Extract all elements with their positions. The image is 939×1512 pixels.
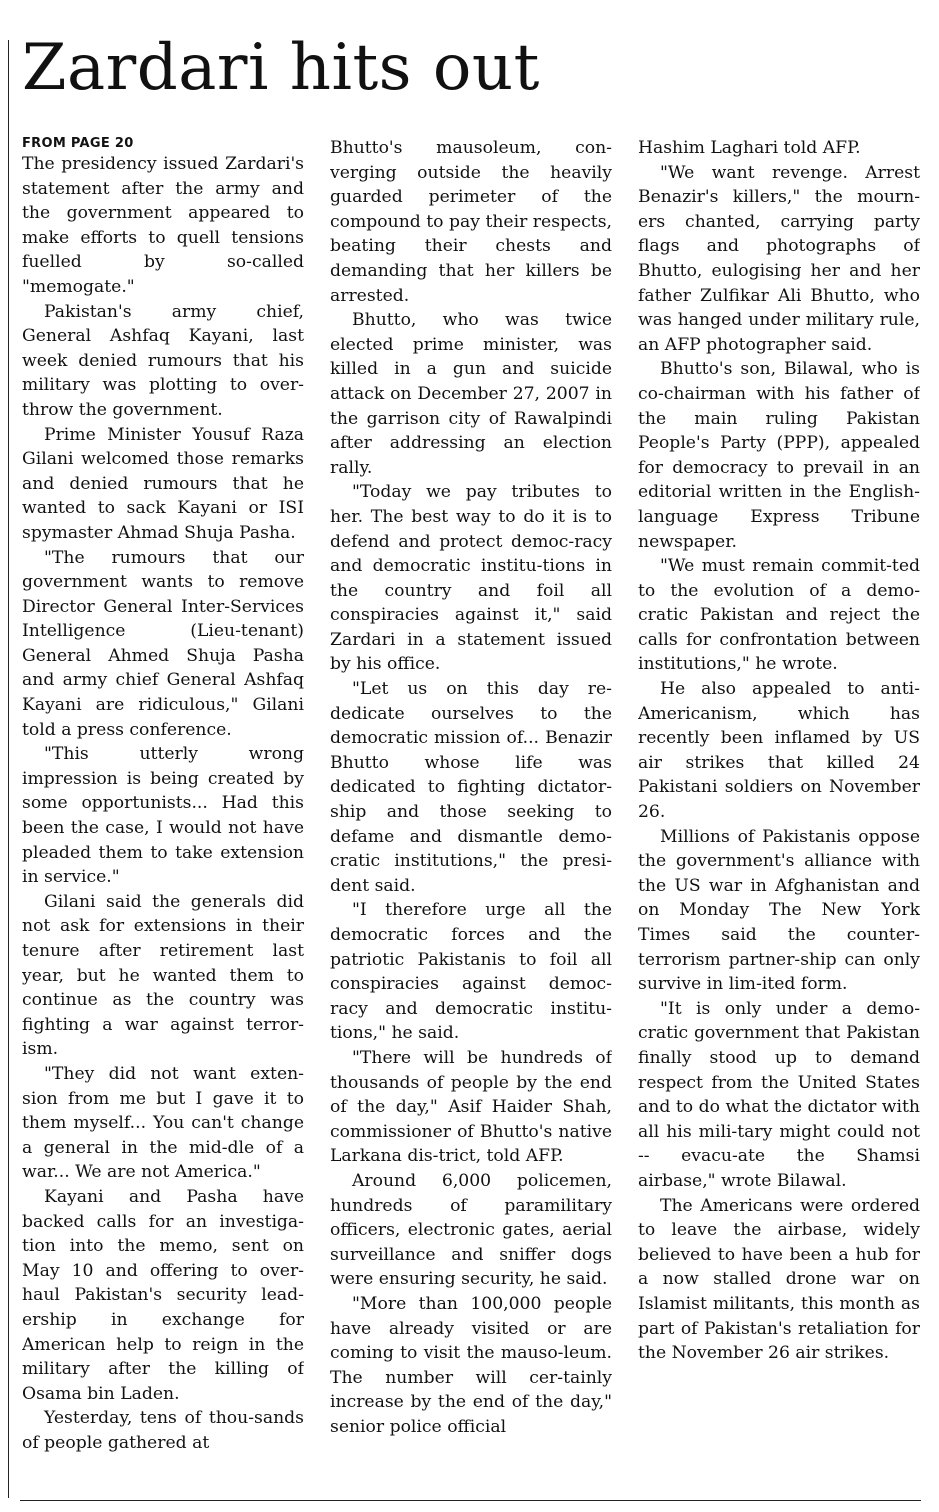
- paragraph: "We must remain commit-ted to the evolution of a demo-cratic Pakistan and reject the calls for confrontation between institutions," he wrote.: [638, 556, 920, 675]
- paragraph: "The rumours that our government wants to remove Director General Inter-Services Intelligence (Lieu-tenant) General Ahmed Shuja Pasha and army chief General Ashfaq Kayani are ridiculous," Gilani told a press conference.: [22, 547, 304, 740]
- paragraph: Bhutto's mausoleum, con-verging outside the heavily guarded perimeter of the compound to pay their respects, beating their chests and demanding that her killers be arrested.: [330, 138, 612, 306]
- paragraph: "They did not want exten-sion from me but I gave it to them myself... You can't change a general in the mid-dle of a war... We are not America.": [22, 1063, 304, 1183]
- paragraph: Millions of Pakistanis oppose the government's alliance with the US war in Afghanistan and on Monday The New York Times said the counter-terrorism partner-ship can only survive in lim-ited form.: [638, 826, 920, 995]
- paragraph: Kayani and Pasha have backed calls for an investiga-tion into the memo, sent on May 10 and offering to over-haul Pakistan's security lead-ership in exchange for American help to reign in the military after the killing of Osama bin Laden.: [22, 1186, 304, 1404]
- paragraph: "It is only under a demo-cratic government that Pakistan finally stood up to demand respect from the United States and to do what the dictator with all his mili-tary might could not -- evacu-ate the Shamsi airbase," wrote Bilawal.: [638, 998, 920, 1191]
- left-column-rule: [8, 40, 9, 1498]
- paragraph: The presidency issued Zardari's statement after the army and the government appeared to make efforts to quell tensions fuelled by so-called "memogate.": [22, 154, 304, 297]
- paragraph: Around 6,000 policemen, hundreds of paramilitary officers, electronic gates, aerial surveillance and sniffer dogs were ensuring security, he said.: [330, 1170, 612, 1290]
- paragraph: "We want revenge. Arrest Benazir's killers," the mourn-ers chanted, carrying party flags and photographs of Bhutto, eulogising her and her father Zulfikar Ali Bhutto, who was hanged under military rule, an AFP photographer said.: [638, 162, 920, 355]
- paragraph: "This utterly wrong impression is being created by some opportunists... Had this been the case, I would not have pleaded them to take extension in service.": [22, 744, 304, 888]
- paragraph: "There will be hundreds of thousands of people by the end of the day," Asif Haider Shah, commissioner of Bhutto's native Larkana dis-trict, told AFP.: [330, 1047, 612, 1167]
- headline: Zardari hits out: [22, 31, 540, 105]
- page-continuation-kicker: FROM PAGE 20: [22, 136, 134, 151]
- paragraph: Gilani said the generals did not ask for extensions in their tenure after retirement last year, but he wanted them to continue as the country was fighting a war against terror-ism.: [22, 891, 304, 1060]
- paragraph: Bhutto, who was twice elected prime minister, was killed in a gun and suicide attack on December 27, 2007 in the garrison city of Rawalpindi after addressing an election rally.: [330, 310, 612, 478]
- paragraph: Pakistan's army chief, General Ashfaq Kayani, last week denied rumours that his military was plotting to over-throw the government.: [22, 301, 304, 420]
- bottom-rule: [20, 1500, 921, 1501]
- paragraph: Prime Minister Yousuf Raza Gilani welcomed those remarks and denied rumours that he wanted to sack Kayani or ISI spymaster Ahmad Shuja Pasha.: [22, 424, 304, 543]
- paragraph: Yesterday, tens of thou-sands of people gathered at: [22, 1408, 304, 1453]
- paragraph: Bhutto's son, Bilawal, who is co-chairman with his father of the main ruling Pakistan People's Party (PPP), appealed for democracy to prevail in an editorial written in the English-language Express Tribune newspaper.: [638, 359, 920, 552]
- article-column-1: [22, 136, 304, 1496]
- paragraph: "Let us on this day re-dedicate ourselves to the democratic mission of... Benazir Bhutto whose life was dedicated to fighting dictator-ship and those seeking to defame and dismantle demo-cratic institutions," the presi-dent said.: [330, 679, 612, 896]
- paragraph: The Americans were ordered to leave the airbase, widely believed to have been a hub for a now stalled drone war on Islamist militants, this month as part of Pakistan's retaliation for the November 26 air strikes.: [638, 1195, 920, 1364]
- paragraph: "More than 100,000 people have already visited or are coming to visit the mauso-leum. The number will cer-tainly increase by the end of the day," senior police official: [330, 1293, 612, 1437]
- article-column-3: [638, 136, 920, 1496]
- paragraph: Hashim Laghari told AFP.: [638, 138, 861, 158]
- paragraph: "I therefore urge all the democratic forces and the patriotic Pakistanis to foil all conspiracies against democ-racy and democratic institu-tions," he said.: [330, 900, 612, 1044]
- article-column-2: [330, 136, 612, 1496]
- paragraph: He also appealed to anti-Americanism, which has recently been inflamed by US air strikes that killed 24 Pakistani soldiers on November 26.: [638, 679, 920, 823]
- paragraph: "Today we pay tributes to her. The best way to do it is to defend and protect democ-racy and democratic institu-tions in the country and foil all conspiracies against it," said Zardari in a statement issued by his office.: [330, 482, 612, 675]
